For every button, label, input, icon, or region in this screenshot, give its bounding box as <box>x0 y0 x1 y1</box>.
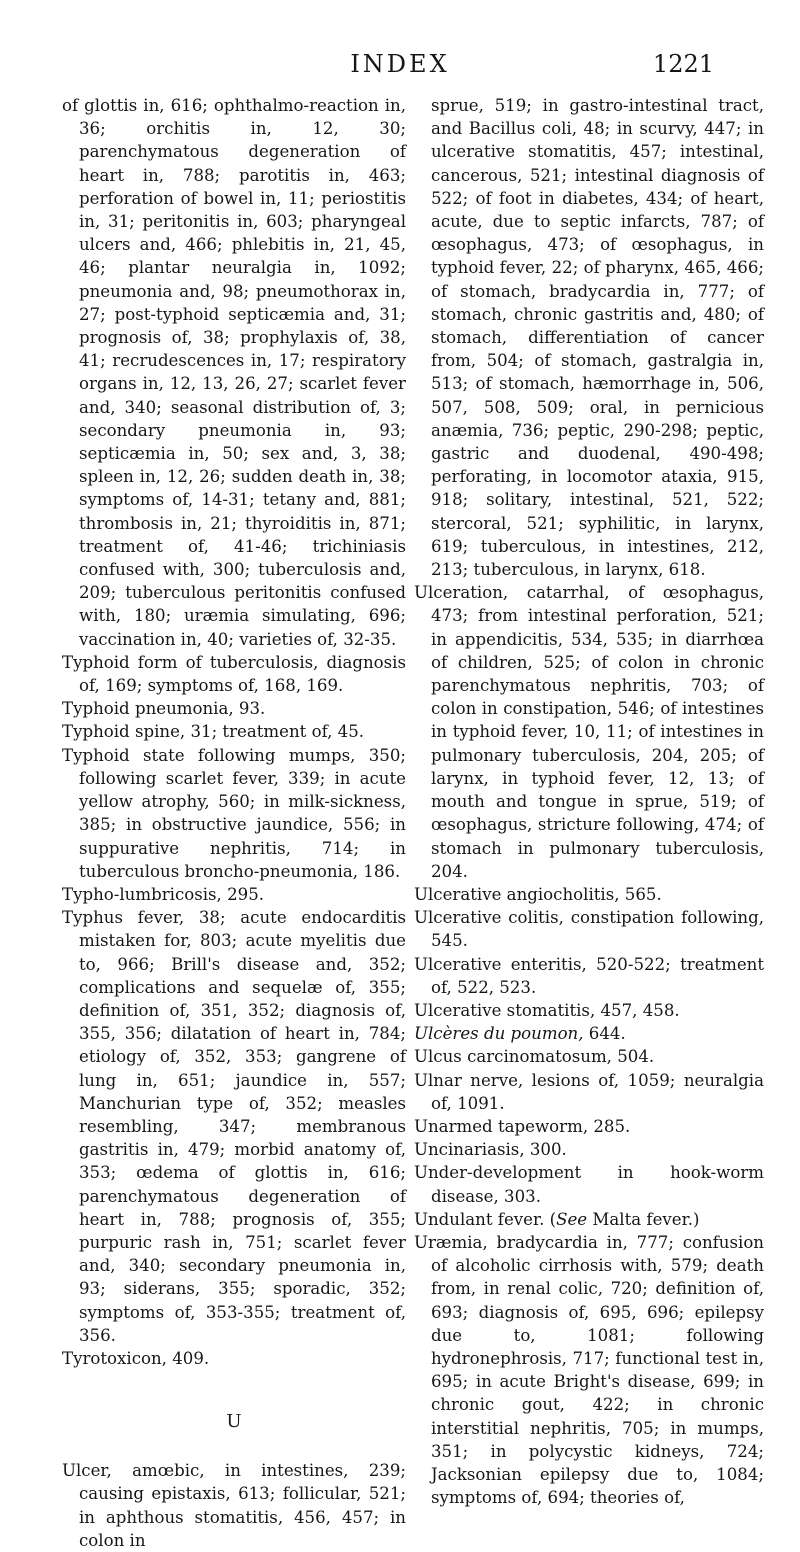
index-entry: Uræmia, bradycardia in, 777; confusion of alcoholic cirrhosis with, 579; death from, in renal colic, 720; definition of, 693; diagnosis of, 695, 696; epilepsy due to, 1081; following hydronephrosis, 717; functional test in, 695; in acute Bright's disease, 699; in chronic gout, 422; in chronic interstitial nephritis, 705; in mumps, 351; in polycystic kidneys, 724; Jacksonian epilepsy due to, 1084; symptoms of, 694; theories of, <box>414 1232 764 1508</box>
section-letter: U <box>226 1411 242 1433</box>
index-entry: Typhoid state following mumps, 350; following scarlet fever, 339; in acute yellow atrophy, 560; in milk-sickness, 385; in obstructive jaundice, 556; in suppurative nephritis, 714; in tuberculous broncho-pneumonia, 186. <box>62 745 406 881</box>
see-reference: See <box>556 1209 588 1229</box>
index-entry: Unarmed tapeworm, 285. <box>414 1116 631 1136</box>
index-entry: Typhus fever, 38; acute endocarditis mistaken for, 803; acute myelitis due to, 966; Brill's disease and, 352; complications and sequelæ of, 355; definition of, 351, 352; diagnosis of, 355, 356; dilatation of heart in, 784; etiology of, 352, 353; gangrene of lung in, 651; jaundice in, 557; Manchurian type of, 352; measles resembling, 347; membranous gastritis in, 479; morbid anatomy of, 353; œdema of glottis in, 616; parenchymatous degeneration of heart in, 788; prognosis of, 355; purpuric rash in, 751; scarlet fever and, 340; secondary pneumonia in, 93; siderans, 355; sporadic, 352; symptoms of, 353-355; treatment of, 356. <box>62 908 406 1345</box>
index-entry <box>414 1022 764 1045</box>
left-column <box>62 94 406 1552</box>
index-entry: Ulceration, catarrhal, of œsophagus, 473; from intestinal perforation, 521; in appendicitis, 534, 535; in diarrhœa of children, 525; of colon in chronic parenchymatous nephritis, 703; of colon in constipation, 546; of intestines in typhoid fever, 10, 11; of intestines in pulmonary tuberculosis, 204, 205; of larynx, in typhoid fever, 12, 13; of mouth and tongue in sprue, 519; of œsophagus, stricture following, 474; of stomach in pulmonary tuberculosis, 204. <box>414 583 764 881</box>
index-entry: Typhoid spine, 31; treatment of, 45. <box>62 722 365 742</box>
index-entry: Ulcerative stomatitis, 457, 458. <box>414 1000 680 1020</box>
index-entry: Ulcerative enteritis, 520-522; treatment of, 522, 523. <box>414 954 764 997</box>
cross-ref-prefix: Undulant fever. ( <box>414 1209 557 1229</box>
cross-ref-suffix: Malta fever.) <box>587 1209 700 1229</box>
index-entry: Typhoid pneumonia, 93. <box>62 699 266 719</box>
index-entry: Ulcer, amœbic, in intestines, 239; causing epistaxis, 613; follicular, 521; in aphthous stomatitis, 456, 457; in colon in <box>62 1461 406 1550</box>
italic-entry-title: Ulcères du poumon, <box>414 1024 584 1044</box>
index-entry: Tyrotoxicon, 409. <box>62 1348 210 1368</box>
index-entry: Under-development in hook-worm disease, 303. <box>414 1163 764 1206</box>
index-entry: Typhoid form of tuberculosis, diagnosis of, 169; symptoms of, 168, 169. <box>62 652 406 696</box>
index-entry <box>414 1208 764 1231</box>
page-number: 1221 <box>652 50 714 78</box>
index-entry: Ulcerative colitis, constipation following, 545. <box>414 908 764 951</box>
index-entry: Ulcus carcinomatosum, 504. <box>414 1047 655 1067</box>
index-entry: Typho-lumbricosis, 295. <box>62 884 265 904</box>
running-title: INDEX <box>350 50 450 78</box>
index-entry: of glottis in, 616; ophthalmo-reaction in, 36; orchitis in, 12, 30; parenchymatous degeneration of heart in, 788; parotitis in, 463; perforation of bowel in, 11; periostitis in, 31; peritonitis in, 603; pharyngeal ulcers and, 466; phlebitis in, 21, 45, 46; plantar neuralgia in, 1092; pneumonia and, 98; pneumothorax in, 27; post-typhoid septicæmia and, 31; prognosis of, 38; prophylaxis of, 38, 41; recrudescences in, 17; respiratory organs in, 12, 13, 26, 27; scarlet fever and, 340; seasonal distribution of, 3; secondary pneumonia in, 93; septicæmia in, 50; sex and, 3, 38; spleen in, 12, 26; sudden death in, 38; symptoms of, 14-31; tetany and, 881; thrombosis in, 21; thyroiditis in, 871; treatment of, 41-46; trichiniasis confused with, 300; tuberculosis and, 209; tuberculous peritonitis confused with, 180; uræmia simulating, 696; vaccination in, 40; varieties of, 32-35. <box>62 96 406 649</box>
index-entry: Ulcerative angiocholitis, 565. <box>414 884 662 904</box>
index-entry: Uncinariasis, 300. <box>414 1140 567 1160</box>
index-entry-continuation: sprue, 519; in gastro-intestinal tract, and Bacillus coli, 48; in scurvy, 447; in ulcerative stomatitis, 457; intestinal, cancerous, 521; intestinal diagnosis of 522; of foot in diabetes, 434; of heart, acute, due to septic infarcts, 787; of œsophagus, 473; of œsophagus, in typhoid fever, 22; of pharynx, 465, 466; of stomach, bradycardia in, 777; of stomach, chronic gastritis and, 480; of stomach, differentiation of cancer from, 504; of stomach, gastralgia in, 513; of stomach, hæmorrhage in, 506, 507, 508, 509; oral, in pernicious anæmia, 736; peptic, 290-298; peptic, gastric and duodenal, 490-498; perforating, in locomotor ataxia, 915, 918; solitary, intestinal, 521, 522; stercoral, 521; syphilitic, in larynx, 619; tuberculous, in intestines, 212, 213; tuberculous, in larynx, 618. <box>431 96 764 580</box>
italic-entry-pages: 644. <box>583 1024 626 1044</box>
right-column <box>414 94 764 1509</box>
index-entry: Ulnar nerve, lesions of, 1059; neuralgia of, 1091. <box>414 1070 764 1113</box>
